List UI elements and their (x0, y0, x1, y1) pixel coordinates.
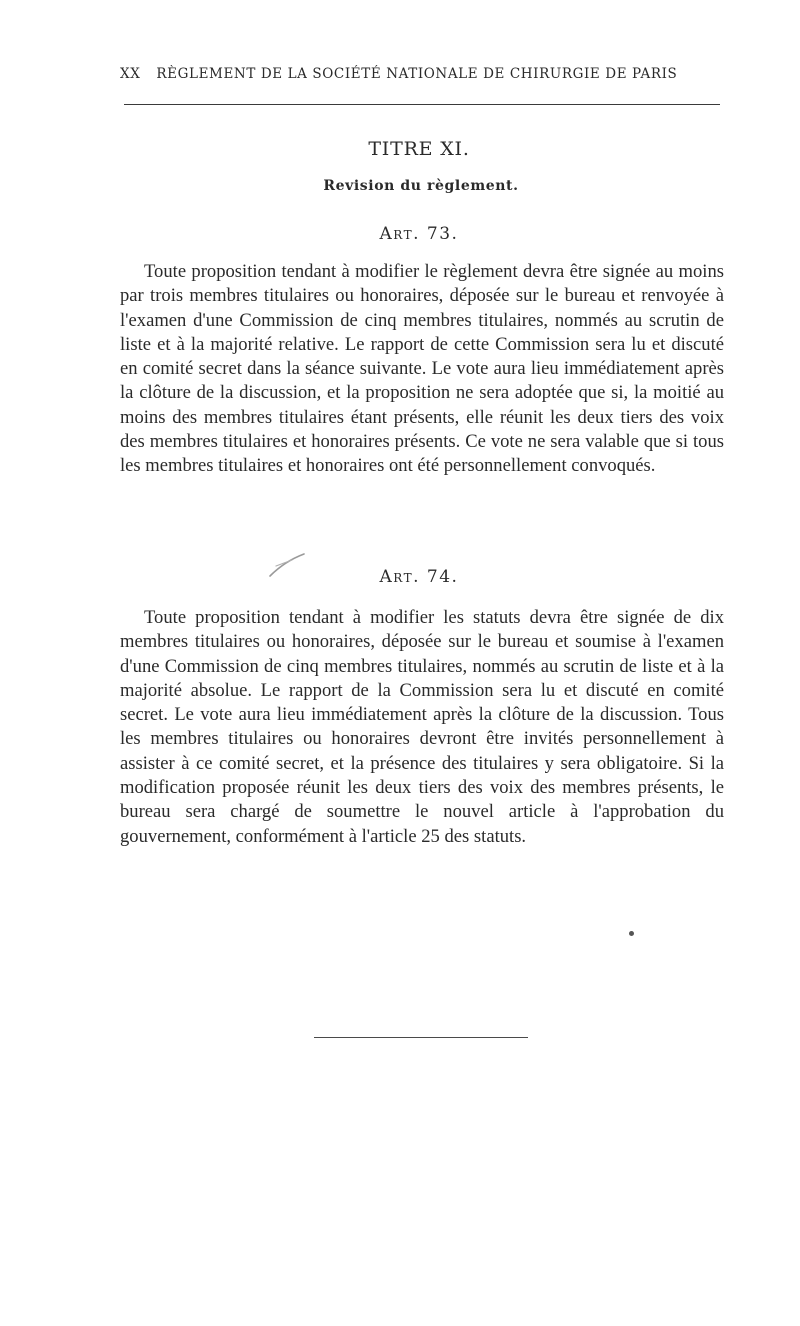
header-rule (124, 104, 720, 105)
running-title: RÈGLEMENT DE LA SOCIÉTÉ NATIONALE DE CHIRURGIE DE PARIS (156, 66, 678, 82)
article-74-text: Toute proposition tendant à modifier les statuts devra être signée de dix membres titulaires ou honoraires, déposée sur le bureau et soumise à l'examen d'une Commission de cinq membres titulaires, nommés au scrutin de liste et à la majorité absolue. Le rapport de la Commission sera lu et discuté en comité secret. Le vote aura lieu immédiatement après la clôture de la discussion. Tous les membres titulaires ou honoraires devront être invités personnellement à assister à ce comité secret, et la présence des titulaires y sera obligatoire. Si la modification proposée réunit les deux tiers des voix des membres présents, le bureau sera chargé de soumettre le nouvel article à l'approbation du gouvernement, conformément à l'article 25 des statuts. (120, 607, 724, 847)
running-header (120, 66, 702, 82)
section-subtitle: Revision du règlement. (323, 178, 519, 194)
article-74-heading: Art. 74. (379, 567, 459, 587)
article-73-text: Toute proposition tendant à modifier le règlement devra être signée au moins par trois membres titulaires ou honoraires, déposée sur le bureau et renvoyée à l'examen d'une Commission de cinq membres titulaires, nommés au scrutin de liste et à la majorité relative. Le rapport de cette Commission sera lu et discuté en comité secret dans la séance suivante. Le vote aura lieu immédiatement après la clôture de la discussion, et la proposition ne sera adoptée que si, la moitié au moins des membres titulaires étant présents, elle réunit les deux tiers des voix des membres titulaires et honoraires présents. Ce vote ne sera valable que si tous les membres titulaires et honoraires ont été personnellement convoqués. (120, 261, 724, 477)
end-rule (314, 1037, 528, 1038)
page-number: XX (120, 66, 141, 82)
article-73-heading: Art. 73. (379, 224, 459, 244)
ink-dot (629, 931, 634, 936)
section-title: TITRE XI. (368, 138, 470, 160)
